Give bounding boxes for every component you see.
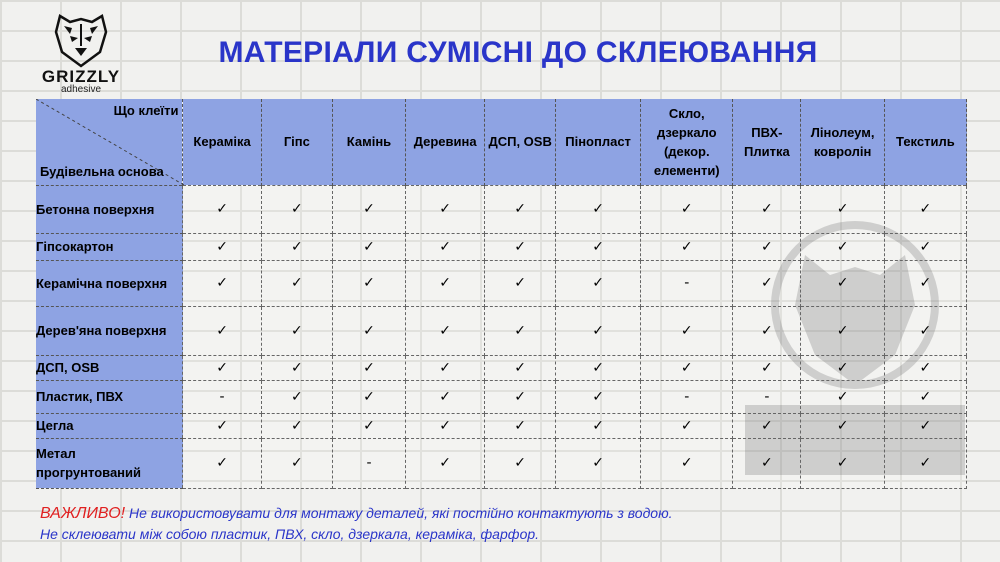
check-icon: ✓ <box>261 233 332 260</box>
note-line-2: Не склеювати між собою пластик, ПВХ, скло, дзеркала, кераміка, фарфор. <box>40 526 540 542</box>
check-icon: ✓ <box>261 355 332 380</box>
check-icon: ✓ <box>261 185 332 233</box>
not-compatible-mark: - <box>333 438 406 488</box>
check-icon: ✓ <box>485 306 556 355</box>
check-icon: ✓ <box>405 306 484 355</box>
row-label: Гіпсокартон <box>36 233 183 260</box>
check-icon: ✓ <box>485 233 556 260</box>
table-row <box>36 380 967 413</box>
check-icon: ✓ <box>485 260 556 306</box>
check-icon: ✓ <box>801 380 884 413</box>
check-icon: ✓ <box>333 380 406 413</box>
check-icon: ✓ <box>641 413 733 438</box>
check-icon: ✓ <box>733 413 801 438</box>
check-icon: ✓ <box>183 413 261 438</box>
check-icon: ✓ <box>333 185 406 233</box>
table-row <box>36 185 967 233</box>
check-icon: ✓ <box>733 233 801 260</box>
check-icon: ✓ <box>183 306 261 355</box>
check-icon: ✓ <box>183 260 261 306</box>
column-header: Пінопласт <box>555 99 640 185</box>
check-icon: ✓ <box>485 413 556 438</box>
check-icon: ✓ <box>555 260 640 306</box>
check-icon: ✓ <box>555 185 640 233</box>
check-icon: ✓ <box>333 260 406 306</box>
row-label: Дерев'яна поверхня <box>36 306 183 355</box>
check-icon: ✓ <box>485 380 556 413</box>
check-icon: ✓ <box>555 380 640 413</box>
note-line-1: Не використовувати для монтажу деталей, які постійно контактують з водою. <box>125 505 673 521</box>
check-icon: ✓ <box>733 438 801 488</box>
important-label: ВАЖЛИВО! <box>40 505 126 522</box>
check-icon: ✓ <box>555 233 640 260</box>
check-icon: ✓ <box>405 438 484 488</box>
brand-name: GRIZZLY <box>41 67 121 86</box>
check-icon: ✓ <box>405 413 484 438</box>
check-icon: ✓ <box>641 185 733 233</box>
check-icon: ✓ <box>183 355 261 380</box>
table-row <box>36 438 967 488</box>
not-compatible-mark: - <box>641 260 733 306</box>
check-icon: ✓ <box>333 233 406 260</box>
corner-top-label: Що клеїти <box>113 103 179 118</box>
column-header: Гіпс <box>261 99 332 185</box>
row-label: Пластик, ПВХ <box>36 380 183 413</box>
check-icon: ✓ <box>555 355 640 380</box>
check-icon: ✓ <box>884 306 966 355</box>
row-label: Керамічна поверхня <box>36 260 183 306</box>
check-icon: ✓ <box>333 355 406 380</box>
check-icon: ✓ <box>733 185 801 233</box>
check-icon: ✓ <box>555 438 640 488</box>
column-header: ДСП, OSB <box>485 99 556 185</box>
check-icon: ✓ <box>555 413 640 438</box>
row-label: Цегла <box>36 413 183 438</box>
table-corner-header <box>36 99 183 185</box>
page-title: МАТЕРІАЛИ СУМІСНІ ДО СКЛЕЮВАННЯ <box>218 36 818 69</box>
check-icon: ✓ <box>733 355 801 380</box>
column-header: Камінь <box>333 99 406 185</box>
column-header: ПВХ-Плитка <box>733 99 801 185</box>
check-icon: ✓ <box>801 413 884 438</box>
check-icon: ✓ <box>801 438 884 488</box>
check-icon: ✓ <box>485 355 556 380</box>
check-icon: ✓ <box>261 260 332 306</box>
row-label: ДСП, OSB <box>36 355 183 380</box>
check-icon: ✓ <box>405 260 484 306</box>
check-icon: ✓ <box>801 185 884 233</box>
check-icon: ✓ <box>884 438 966 488</box>
check-icon: ✓ <box>884 233 966 260</box>
check-icon: ✓ <box>884 260 966 306</box>
compatibility-table <box>36 99 967 489</box>
not-compatible-mark: - <box>641 380 733 413</box>
important-note <box>40 503 673 544</box>
corner-bottom-label: Будівельна основа <box>40 163 164 179</box>
check-icon: ✓ <box>733 260 801 306</box>
check-icon: ✓ <box>333 306 406 355</box>
check-icon: ✓ <box>405 233 484 260</box>
column-header: Скло, дзеркало (декор. елементи) <box>641 99 733 185</box>
bear-head-icon <box>50 12 112 70</box>
table-row <box>36 306 967 355</box>
check-icon: ✓ <box>333 413 406 438</box>
column-header: Текстиль <box>884 99 966 185</box>
table-row <box>36 233 967 260</box>
check-icon: ✓ <box>183 438 261 488</box>
brand-logo <box>38 12 124 95</box>
check-icon: ✓ <box>641 438 733 488</box>
check-icon: ✓ <box>405 185 484 233</box>
check-icon: ✓ <box>801 260 884 306</box>
check-icon: ✓ <box>261 306 332 355</box>
check-icon: ✓ <box>405 355 484 380</box>
check-icon: ✓ <box>641 306 733 355</box>
column-header: Лінолеум, ковролін <box>801 99 884 185</box>
check-icon: ✓ <box>884 185 966 233</box>
column-header: Кераміка <box>183 99 261 185</box>
check-icon: ✓ <box>405 380 484 413</box>
check-icon: ✓ <box>884 413 966 438</box>
brand-subtitle: adhesive <box>60 84 102 95</box>
row-label: Метал прогрунтований <box>36 438 183 488</box>
check-icon: ✓ <box>801 306 884 355</box>
check-icon: ✓ <box>183 185 261 233</box>
check-icon: ✓ <box>261 413 332 438</box>
check-icon: ✓ <box>485 438 556 488</box>
check-icon: ✓ <box>555 306 640 355</box>
check-icon: ✓ <box>641 355 733 380</box>
table-row <box>36 355 967 380</box>
row-label: Бетонна поверхня <box>36 185 183 233</box>
check-icon: ✓ <box>261 438 332 488</box>
column-header: Деревина <box>405 99 484 185</box>
check-icon: ✓ <box>884 355 966 380</box>
not-compatible-mark: - <box>733 380 801 413</box>
check-icon: ✓ <box>733 306 801 355</box>
check-icon: ✓ <box>261 380 332 413</box>
check-icon: ✓ <box>884 380 966 413</box>
table-row <box>36 260 967 306</box>
check-icon: ✓ <box>801 233 884 260</box>
check-icon: ✓ <box>485 185 556 233</box>
not-compatible-mark: - <box>183 380 261 413</box>
check-icon: ✓ <box>641 233 733 260</box>
table-row <box>36 413 967 438</box>
check-icon: ✓ <box>183 233 261 260</box>
check-icon: ✓ <box>801 355 884 380</box>
